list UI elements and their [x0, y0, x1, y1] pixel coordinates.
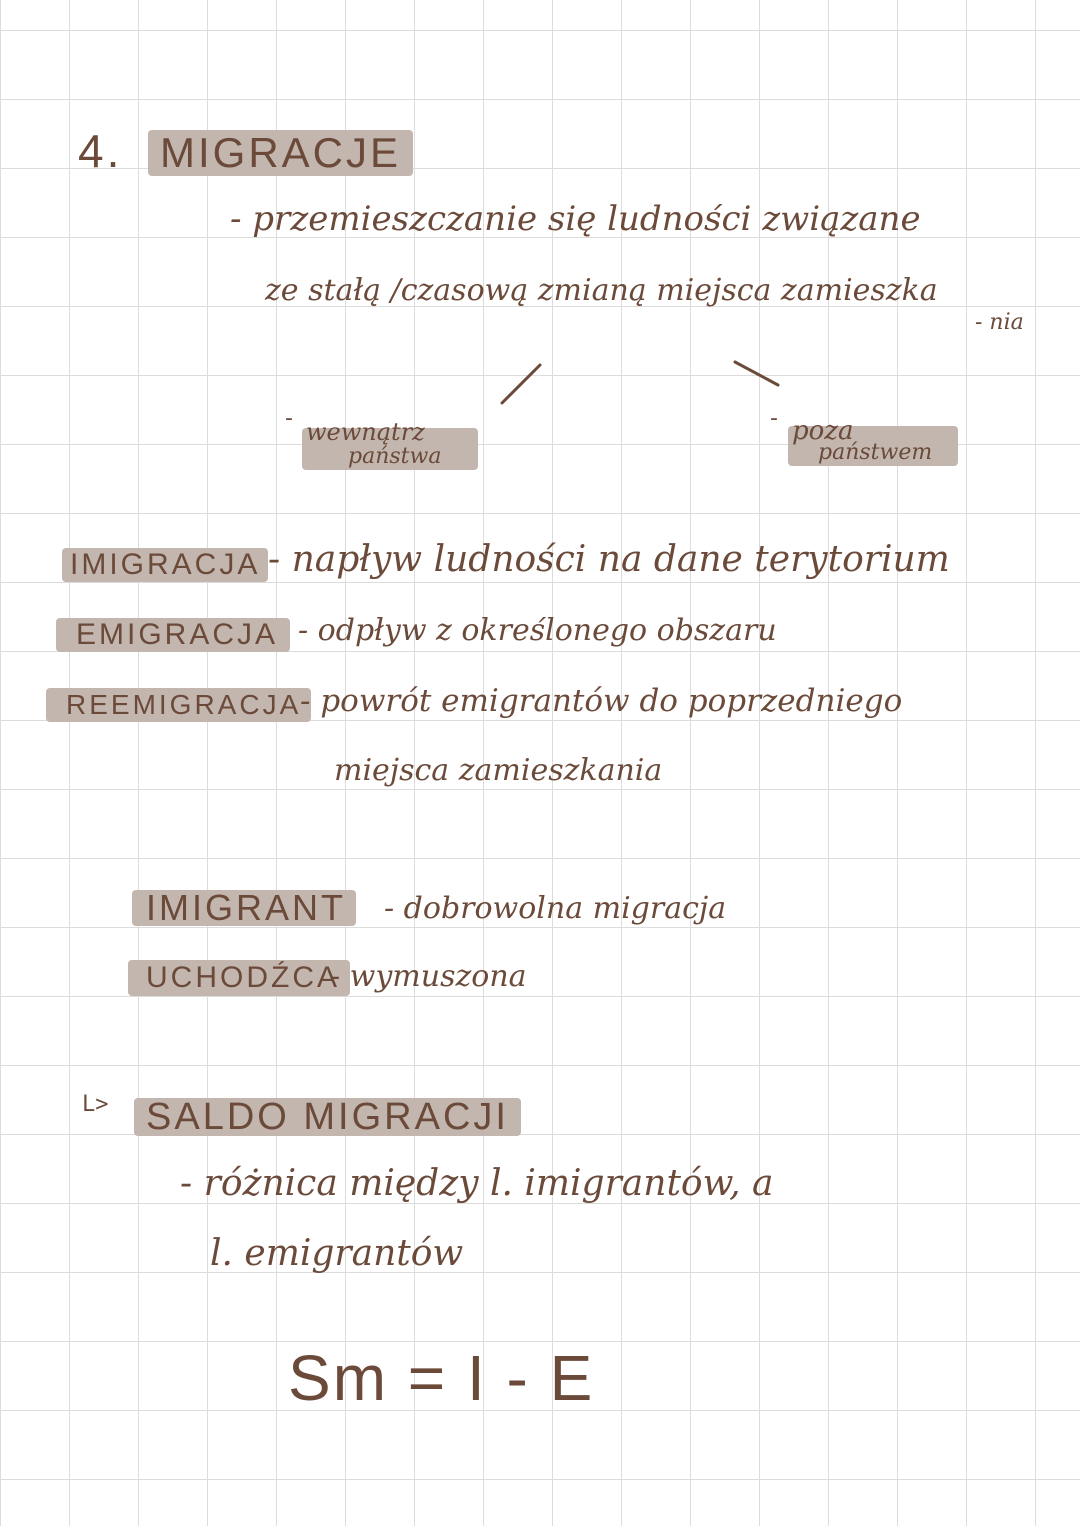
definition-line-3: - nia — [975, 310, 1024, 335]
definition-reemigracja-cont: miejsca zamieszkania — [334, 753, 663, 788]
term-reemigracja: REEMIGRACJA — [46, 688, 311, 722]
branch-left-line-1: wewnątrz — [306, 418, 425, 446]
branch-line-right — [735, 362, 778, 385]
term-imigrant: IMIGRANT — [132, 890, 356, 926]
branch-right-line-1: poza — [792, 416, 854, 446]
branch-right-dash: - — [770, 406, 778, 431]
saldo-formula: Sm = I - E — [288, 1342, 595, 1414]
term-emigracja: EMIGRACJA — [56, 618, 290, 652]
definition-emigracja: - odpływ z określonego obszaru — [298, 613, 777, 648]
saldo-line-2: l. emigrantów — [210, 1233, 464, 1274]
definition-imigrant: - dobrowolna migracja — [384, 891, 727, 926]
section-title: MIGRACJE — [148, 130, 413, 176]
definition-line-2: ze stałą /czasową zmianą miejsca zamieszka — [265, 273, 938, 308]
saldo-title: SALDO MIGRACJI — [134, 1098, 521, 1136]
definition-reemigracja: - powrót emigrantów do poprzedniego — [300, 683, 903, 719]
branch-left-line-2: państwa — [348, 444, 442, 469]
branch-line-left — [502, 365, 540, 403]
term-uchodzca: UCHODŹCA — [128, 960, 350, 996]
definition-imigracja: - napływ ludności na dane terytorium — [268, 539, 950, 580]
term-imigracja: IMIGRACJA — [62, 548, 268, 582]
definition-line-1: - przemieszczanie się ludności związane — [230, 199, 921, 239]
saldo-line-1: - różnica między l. imigrantów, a — [180, 1163, 774, 1204]
arrow-icon: L> — [82, 1092, 109, 1117]
definition-uchodzca: - wymuszona — [330, 959, 527, 994]
section-number: 4. — [78, 125, 123, 177]
branch-right-line-2: państwem — [818, 440, 933, 465]
branch-left-dash: - — [285, 406, 293, 431]
